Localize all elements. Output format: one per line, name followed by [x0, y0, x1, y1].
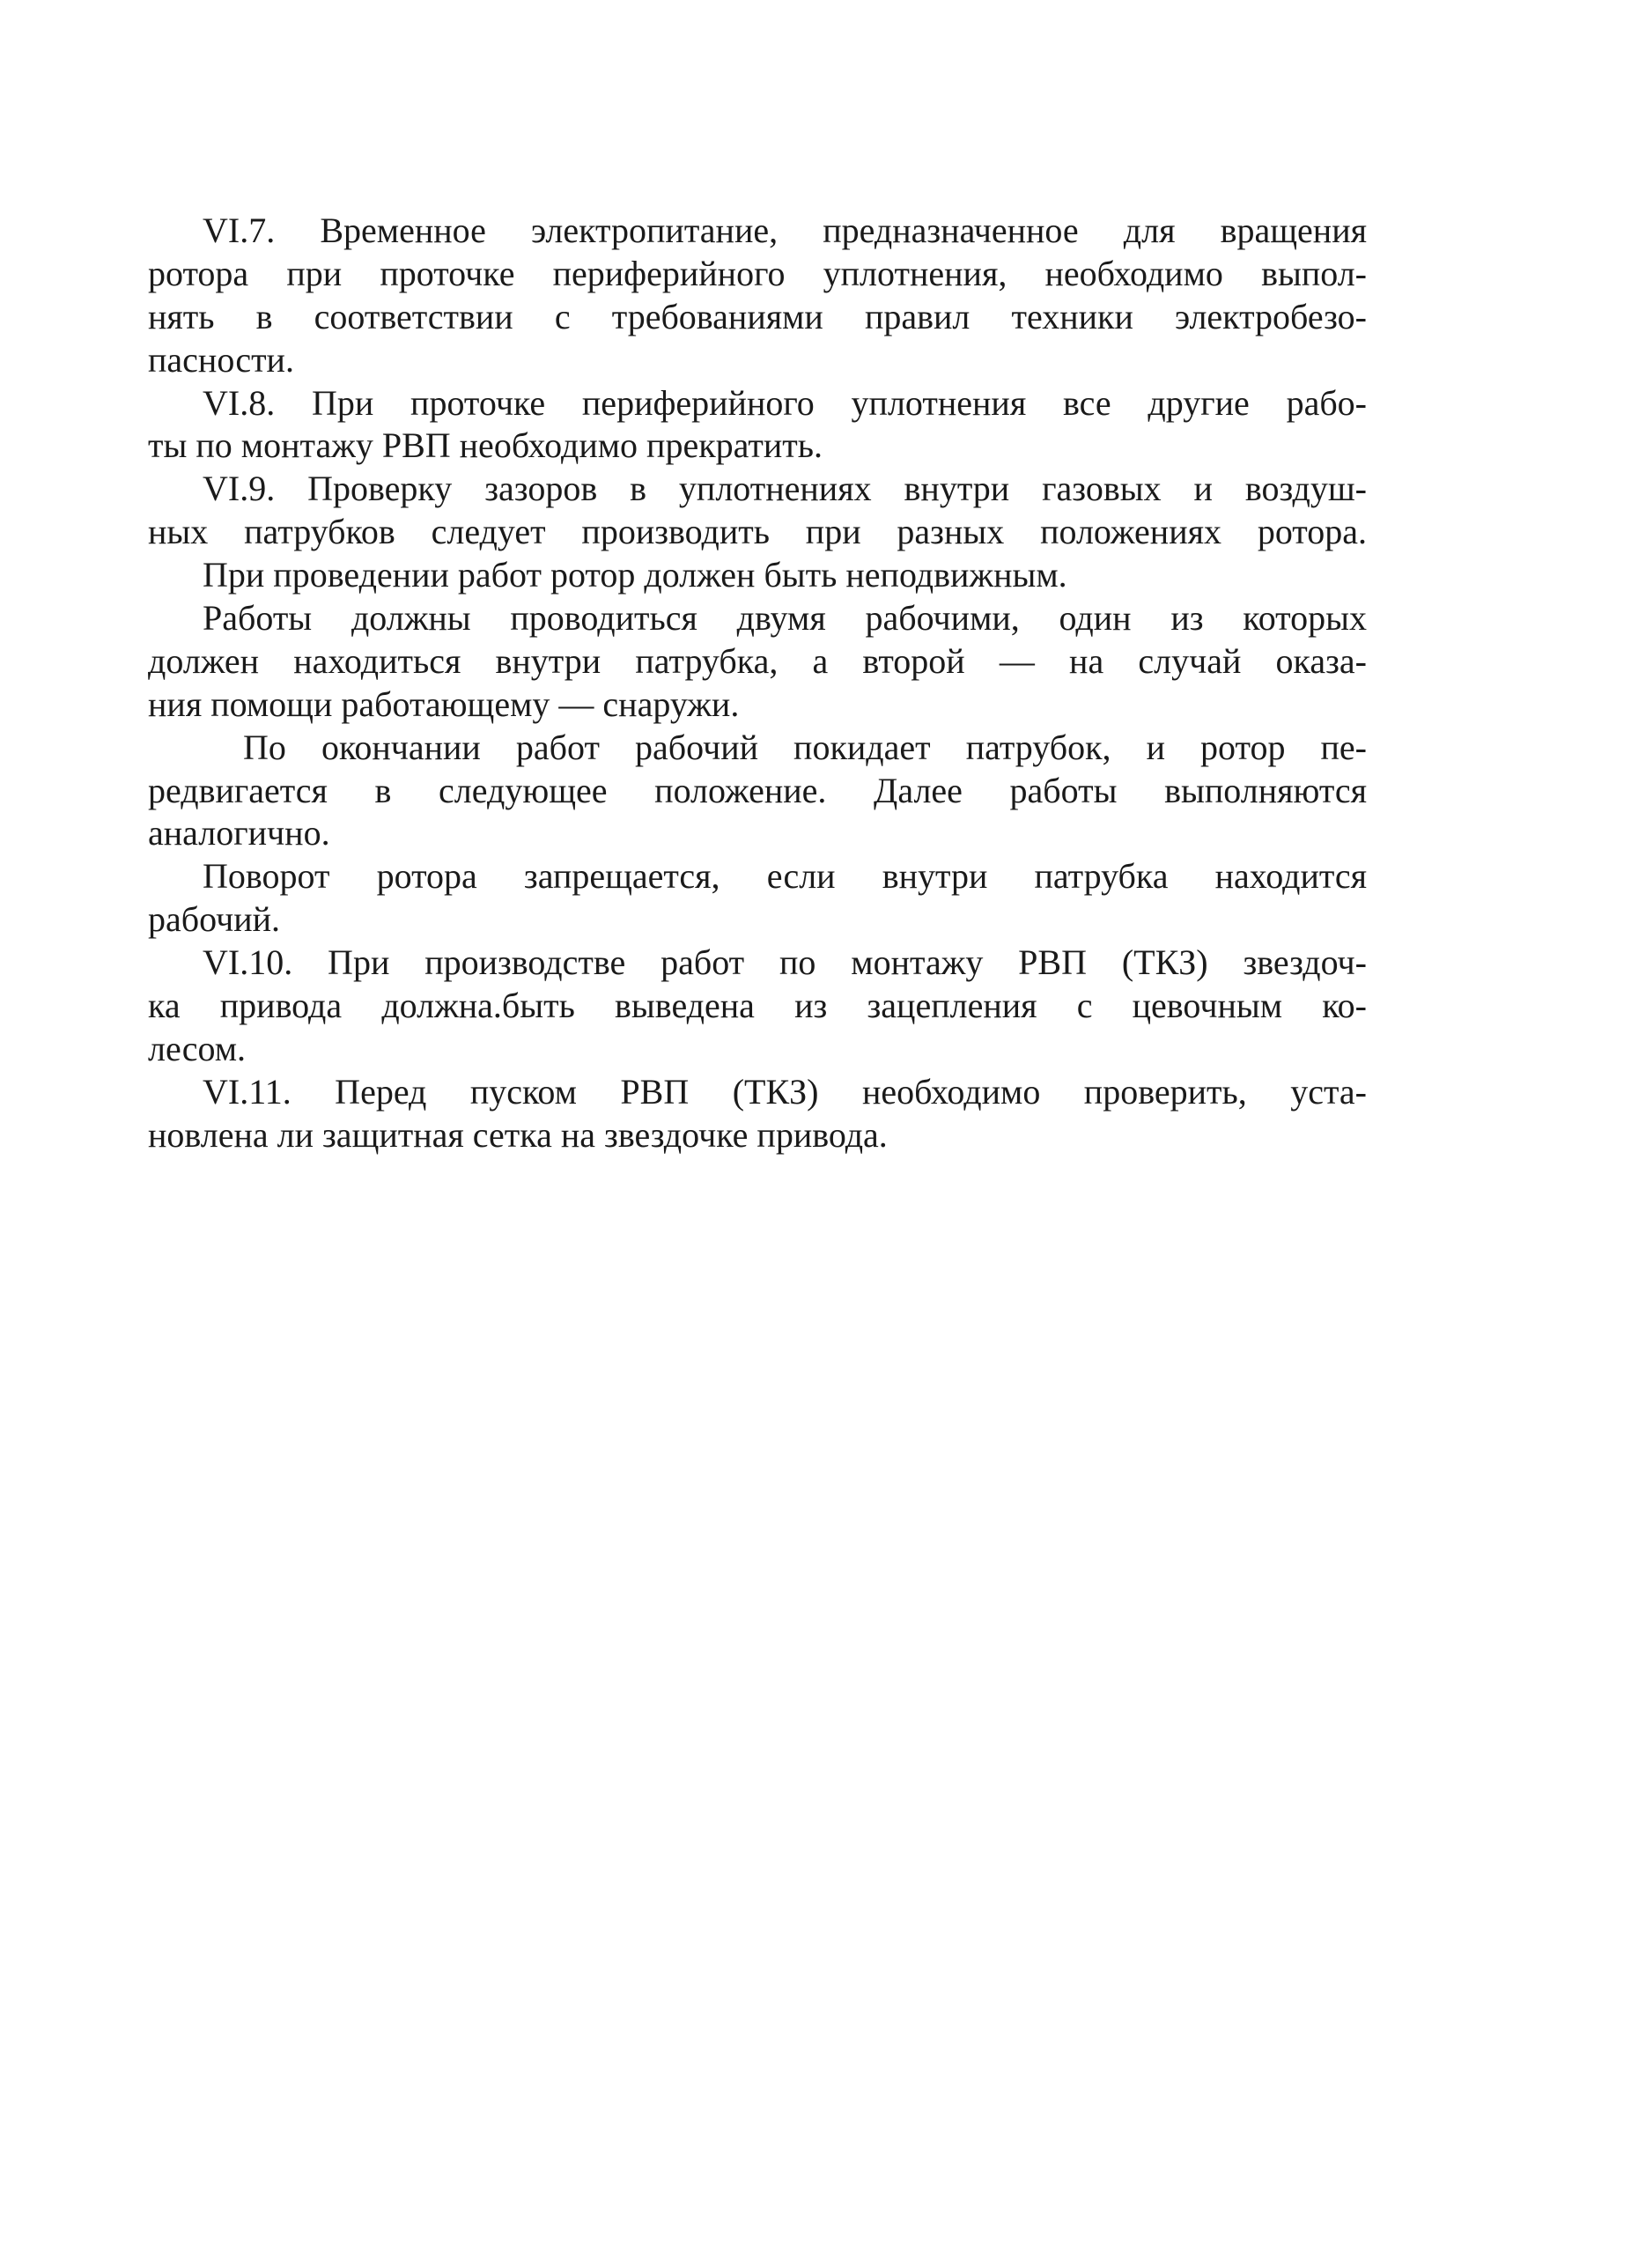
text-line: лесом.	[148, 1028, 247, 1068]
text-line: По окончании работ рабочий покидает патрубок, и ротор пе-	[243, 727, 1367, 767]
paragraph-vi-9-b	[148, 554, 1367, 597]
text-line: Поворот ротора запрещается, если внутри патрубка находится	[203, 856, 1367, 897]
paragraph-vi-9-e	[148, 855, 1367, 942]
text-line: новлена ли защитная сетка на звездочке привода.	[148, 1114, 888, 1155]
text-line: ния помощи работающему — снаружи.	[148, 683, 740, 724]
text-line: При проведении работ ротор должен быть неподвижным.	[203, 555, 1067, 595]
text-line: ка привода должна.быть выведена из зацепления с цевочным ко-	[148, 986, 1367, 1026]
text-line: аналогично.	[148, 813, 330, 853]
text-line: редвигается в следующее положение. Далее работы выполняются	[148, 770, 1367, 810]
paragraph-vi-9	[148, 468, 1367, 554]
paragraph-vi-9-d	[148, 727, 1367, 856]
text-line: VI.11. Перед пуском РВП (ТКЗ) необходимо проверить, уста-	[203, 1071, 1367, 1112]
paragraph-vi-10	[148, 942, 1367, 1071]
text-line: VI.10. При производстве работ по монтажу РВП (ТКЗ) звездоч-	[203, 942, 1367, 983]
paragraph-vi-9-c	[148, 597, 1367, 727]
text-line: VI.9. Проверку зазоров в уплотнениях внутри газовых и воздуш-	[203, 469, 1367, 509]
text-line: должен находиться внутри патрубка, а второй — на случай оказа-	[148, 640, 1367, 681]
text-line: рабочий.	[148, 899, 280, 940]
text-line: Работы должны проводиться двумя рабочими, один из которых	[203, 598, 1367, 639]
text-line: ты по монтажу РВП необходимо прекратить.	[148, 425, 823, 466]
paragraph-vi-11	[148, 1071, 1367, 1157]
text-line: ных патрубков следует производить при разных положениях ротора.	[148, 512, 1367, 552]
paragraph-vi-8	[148, 382, 1367, 469]
body-text	[148, 210, 1367, 1157]
text-line: пасности.	[148, 339, 294, 380]
text-line: ротора при проточке периферийного уплотнения, необходимо выпол-	[148, 253, 1367, 293]
text-line: VI.8. При проточке периферийного уплотнения все другие рабо-	[203, 382, 1367, 423]
paragraph-vi-7	[148, 210, 1367, 382]
text-line: нять в соответствии с требованиями правил техники электробезо-	[148, 296, 1367, 336]
text-line: VI.7. Временное электропитание, предназначенное для вращения	[203, 211, 1367, 250]
